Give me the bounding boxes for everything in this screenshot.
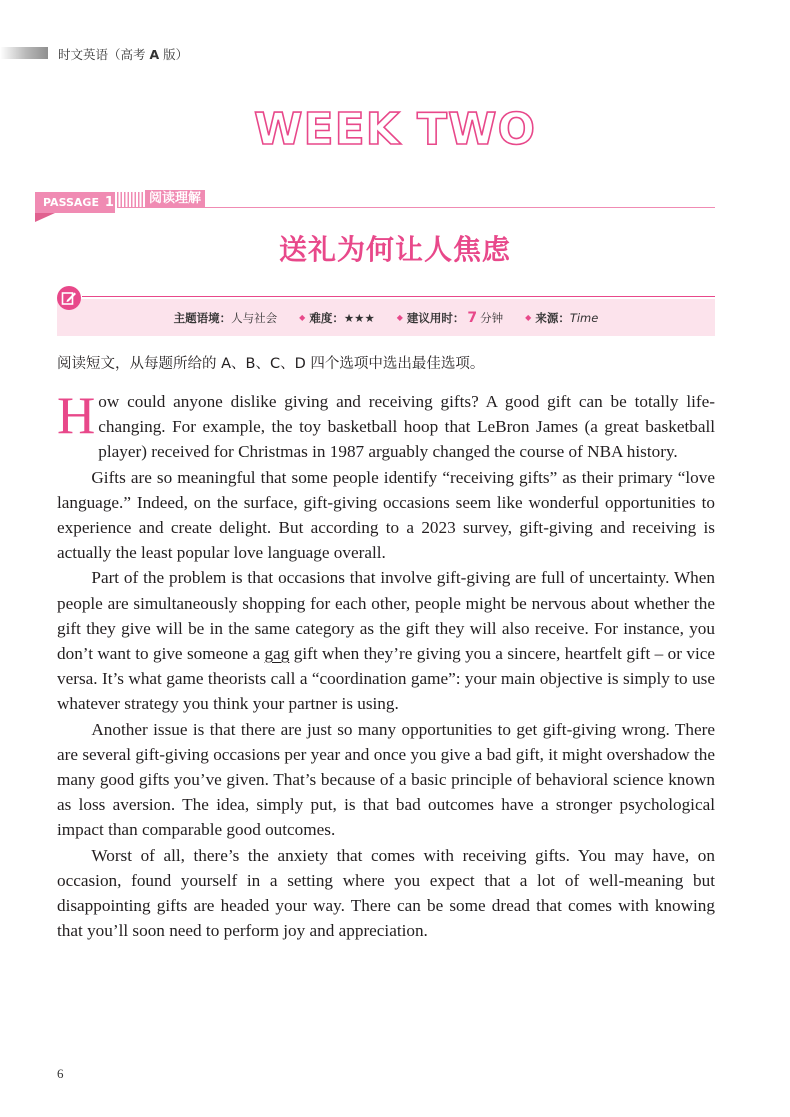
section-label: 阅读理解 (145, 190, 205, 207)
paragraph-5: Worst of all, there’s the anxiety that comes with receiving gifts. You may have, on occasion, found yourself in a setting where you expect that a lot of well-meaning but disappointing gifts are headed your way. There can be some dread that comes with knowing that you’ll soon need to perform joy and appreciation. (57, 845, 715, 941)
paragraph-1-text: ow could anyone dislike giving and receiving gifts? A good gift can be totally life-changing. For example, the toy basketball hoop that LeBron James (a great basketball player) received for Christmas in 1987 arguably changed the course of NBA history. (98, 392, 715, 462)
paragraph-1 (57, 389, 715, 465)
book-title: 时文英语（高考 (58, 47, 150, 62)
edit-icon (57, 286, 81, 310)
passage-tag (35, 192, 115, 213)
passage-label: PASSAGE (43, 196, 99, 209)
page-number: 6 (57, 1066, 64, 1081)
drop-cap: H (57, 387, 96, 445)
passage-title: 送礼为何让人焦虑 (278, 233, 511, 266)
difficulty-stars: ★★★ (343, 310, 375, 325)
theme-value: 人与社会 (231, 310, 278, 325)
time-label: 建议用时： (406, 310, 465, 325)
week-title: WEEK TWO (253, 104, 536, 155)
edition-letter: A (149, 47, 160, 62)
paragraph-3-part-1: Part of the problem is that occasions that involve gift-giving are full of uncertainty. When people are simultaneously shopping for each other, people might be nervous about whether the gift they give will be in the same category as the gift they will also receive. For instance, you don’t want to give someone a (57, 568, 715, 664)
passage-tag-tail (35, 213, 55, 222)
stripe-decoration (117, 192, 143, 207)
running-header (58, 45, 188, 63)
time-value: 7 (467, 309, 478, 326)
article-body (57, 389, 715, 943)
difficulty-item (299, 310, 375, 326)
info-box (57, 299, 715, 336)
paragraph-3-part-2: gift when they’re giving you a sincere, heartfelt gift – or vice versa. It’s what game theorists call a “coordination game”: your main objective is simply to use whatever strategy you think your partner is using. (57, 644, 715, 714)
theme-label: 主题语境： (173, 310, 232, 325)
source-value: Time (569, 310, 599, 325)
source-label: 来源： (535, 310, 570, 325)
instruction-text: 阅读短文，从每题所给的 A、B、C、D 四个选项中选出最佳选项。 (57, 356, 485, 372)
bullet-dot-icon: ◆ (299, 313, 306, 322)
theme-item (174, 310, 278, 326)
info-row (57, 299, 715, 336)
source-item (525, 310, 598, 326)
section-divider (117, 207, 715, 208)
bullet-dot-icon: ◆ (525, 313, 532, 322)
time-unit: 分钟 (480, 310, 504, 325)
time-item (397, 310, 503, 326)
info-divider (82, 296, 715, 297)
edition-suffix: 版） (159, 47, 189, 62)
paragraph-2: Gifts are so meaningful that some people identify “receiving gifts” as their primary “love language.” Indeed, on the surface, gift-giving occasions seem like wonderful opportunities to experience and create delight. But according to a 2023 survey, gift-giving and receiving is actually the least popular love language overall. (57, 467, 715, 563)
underlined-word: gag (264, 644, 290, 664)
paragraph-4: Another issue is that there are just so many opportunities to get gift-giving wrong. There are several gift-giving occasions per year and once you give a bad gift, it might overshadow the many good gifts you’ve given. That’s because of a basic principle of behavioral science known as loss aversion. The idea, simply put, is that bad outcomes have a stronger psychological impact than comparable good outcomes. (57, 719, 715, 840)
header-decor-bar (0, 47, 48, 59)
paragraph-3 (57, 565, 715, 716)
passage-number: 1 (104, 195, 114, 210)
bullet-dot-icon: ◆ (396, 313, 403, 322)
difficulty-label: 难度： (309, 310, 344, 325)
